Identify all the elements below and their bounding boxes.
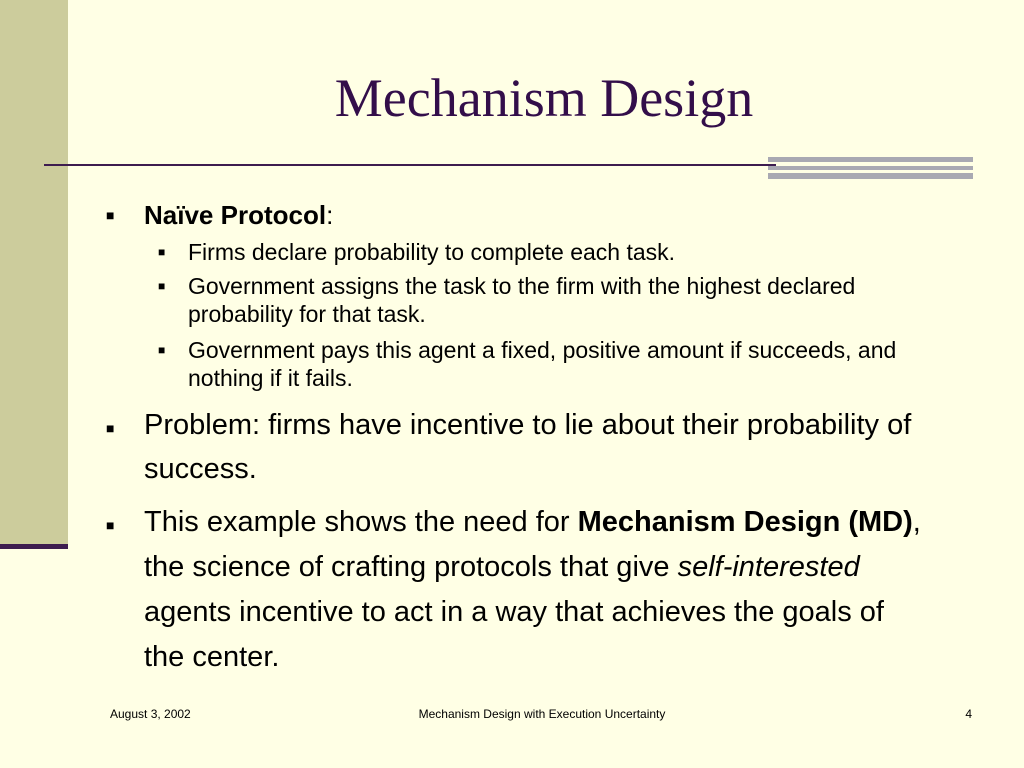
footer-page-number: 4 [965, 707, 972, 721]
subbullet-assign [158, 272, 918, 328]
bullet-text-part: agents incentive to act in a way that achieves the goals of the center. [144, 596, 884, 673]
bullet-text-part: This example shows the need for [144, 506, 578, 538]
subbullet-text: Firms declare probability to complete each task. [188, 239, 676, 265]
slide-title: Mechanism Design [334, 68, 754, 128]
footer-title: Mechanism Design with Execution Uncertainty [418, 707, 666, 721]
subbullet-pay [158, 336, 918, 392]
square-bullet-icon: ■ [158, 279, 166, 293]
square-bullet-icon: ■ [106, 420, 115, 436]
bullet-example [106, 500, 926, 680]
bullet-text: Problem: firms have incentive to lie about their probability of success. [144, 409, 912, 485]
subbullet-declare [158, 238, 918, 266]
square-bullet-icon: ■ [106, 207, 115, 223]
self-interested-term: self-interested [677, 551, 860, 583]
protocol-heading: Naïve Protocol [144, 200, 327, 230]
protocol-colon: : [326, 200, 334, 230]
md-term: Mechanism Design (MD) [577, 506, 913, 538]
square-bullet-icon: ■ [158, 245, 166, 259]
square-bullet-icon: ■ [158, 343, 166, 357]
bullet-problem [106, 403, 926, 491]
bullet-naive-protocol [106, 198, 926, 232]
square-bullet-icon: ■ [106, 517, 115, 533]
footer-date: August 3, 2002 [110, 707, 191, 721]
subbullet-text: Government pays this agent a fixed, positive amount if succeeds, and nothing if it fails. [188, 337, 897, 391]
bullet-text-part: , the science of crafting protocols that give [144, 506, 921, 583]
subbullet-text: Government assigns the task to the firm with the highest declared probability for that task. [188, 273, 856, 327]
